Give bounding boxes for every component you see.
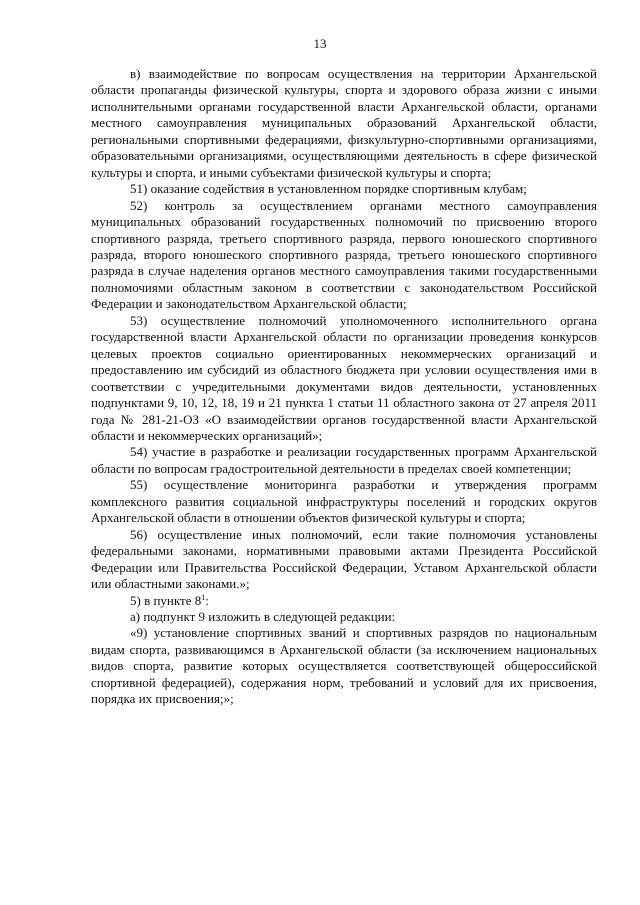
paragraph-54: 54) участие в разработке и реализации государственных программ Архангельской области по вопросам градостроительной деятельности в пределах своей компетенции; [91, 444, 597, 476]
paragraph-53: 53) осуществление полномочий уполномоченного исполнительного органа государственной власти Архангельской области по организации проведения конкурсов целевых проектов социально ориентированных некоммерческих организаций и предоставлению им субсидий из областного бюджета при условии осуществления ими в соответствии с учредительными документами видов деятельности, установленных подпунктами 9, 10, 12, 18, 19 и 21 пункта 1 статьи 11 областного закона от 27 апреля 2011 года № 281-21-ОЗ «О взаимодействии органов государственной власти Архангельской области и некоммерческих организаций»; [91, 312, 597, 443]
paragraph-v-interaction: в) взаимодействие по вопросам осуществления на территории Архангельской области пропаганды физической культуры, спорта и здорового образа жизни с иными исполнительными органами государственной власти Архангельской области, органами местного самоуправления муниципальных образований Архангельской области, региональными спортивными федерациями, физкультурно-спортивными организациями, образовательными организациями, осуществляющими деятельность в сфере физической культуры и спорта, и иными субъектами физической культуры и спорта; [91, 66, 597, 180]
point-5-text: 5) в пункте 8 [130, 592, 202, 608]
paragraph-new-9: «9) установление спортивных званий и спортивных разрядов по национальным видам спорта, развивающимся в Архангельской области (за исключением национальных видов спорта, развитие которых осуществляется соответствующей общероссийской спортивной федерацией), содержания норм, требований и условий для их присвоения, порядка их присвоения;»; [91, 625, 597, 707]
point-5-superscript: 1 [201, 592, 206, 602]
paragraph-point-5 [91, 593, 597, 609]
paragraph-55: 55) осуществление мониторинга разработки и утверждения программ комплексного развития социальной инфраструктуры поселений и городских округов Архангельской области в отношении объектов физической культуры и спорта; [91, 477, 597, 526]
paragraph-51: 51) оказание содействия в установленном порядке спортивным клубам; [130, 181, 527, 197]
point-5-tail: : [205, 592, 209, 608]
paragraph-52: 52) контроль за осуществлением органами местного самоуправления муниципальных образований государственных полномочий по присвоению второго спортивного разряда, третьего спортивного разряда, первого юношеского спортивного разряда, второго юношеского спортивного разряда, третьего юношеского спортивного разряда в случае наделения органов местного самоуправления такими государственными полномочиями областным законом в соответствии с законодательством Российской Федерации и законодательством Архангельской области; [91, 197, 597, 312]
paragraph-subpoint-a: а) подпункт 9 изложить в следующей редакции: [130, 608, 396, 624]
document-body [91, 66, 597, 708]
page-number: 13 [313, 36, 327, 51]
paragraph-56: 56) осуществление иных полномочий, если такие полномочия установлены федеральными законами, нормативными правовыми актами Президента Российской Федерации или Правительства Российской Федерации, Уставом Архангельской области или областными законами.»; [91, 526, 597, 592]
